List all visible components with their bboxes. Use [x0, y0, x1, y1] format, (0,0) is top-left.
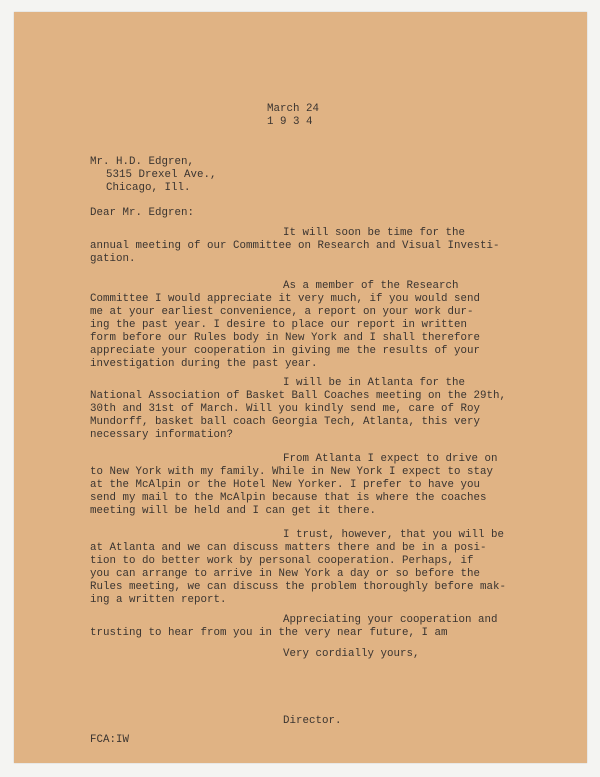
address-line-street: 5315 Drexel Ave.,	[106, 169, 217, 181]
paragraph-5-line: ing a written report.	[90, 594, 227, 606]
address-line-city: Chicago, Ill.	[106, 182, 191, 194]
paragraph-3-line: 30th and 31st of March. Will you kindly send me, care of Roy	[90, 403, 480, 415]
paragraph-4-line: send my mail to the McAlpin because that is where the coaches	[90, 492, 487, 504]
paragraph-1-line: annual meeting of our Committee on Research and Visual Investi-	[90, 240, 500, 252]
paragraph-3-line: necessary information?	[90, 429, 233, 441]
paragraph-4-first-line: From Atlanta I expect to drive on	[283, 453, 498, 465]
paragraph-5-line: you can arrange to arrive in New York a day or so before the	[90, 568, 480, 580]
paragraph-5-line: Rules meeting, we can discuss the problem thoroughly before mak-	[90, 581, 506, 593]
paragraph-3-line: National Association of Basket Ball Coaches meeting on the 29th,	[90, 390, 506, 402]
paragraph-5-first-line: I trust, however, that you will be	[283, 529, 504, 541]
paragraph-2-line: Committee I would appreciate it very much, if you would send	[90, 293, 480, 305]
letter-page	[14, 12, 587, 763]
paragraph-2-line: investigation during the past year.	[90, 358, 318, 370]
paragraph-2-line: ing the past year. I desire to place our report in written	[90, 319, 467, 331]
typist-initials: FCA:IW	[90, 734, 129, 746]
paragraph-5-line: at Atlanta and we can discuss matters there and be in a posi-	[90, 542, 487, 554]
paragraph-4-line: to New York with my family. While in New York I expect to stay	[90, 466, 493, 478]
paragraph-2-line: form before our Rules body in New York and I shall therefore	[90, 332, 480, 344]
paragraph-1-first-line: It will soon be time for the	[283, 227, 465, 239]
date-year: 1 9 3 4	[267, 116, 313, 128]
paragraph-2-line: me at your earliest convenience, a report on your work dur-	[90, 306, 474, 318]
salutation: Dear Mr. Edgren:	[90, 207, 194, 219]
paragraph-4-line: at the McAlpin or the Hotel New Yorker. I prefer to have you	[90, 479, 480, 491]
paragraph-3-first-line: I will be in Atlanta for the	[283, 377, 465, 389]
signature-title: Director.	[283, 715, 342, 727]
paragraph-6-line: trusting to hear from you in the very near future, I am	[90, 627, 448, 639]
paragraph-3-line: Mundorff, basket ball coach Georgia Tech, Atlanta, this very	[90, 416, 480, 428]
closing: Very cordially yours,	[283, 648, 420, 660]
address-line-name: Mr. H.D. Edgren,	[90, 156, 194, 168]
date-line: March 24	[267, 103, 319, 115]
paragraph-1-line: gation.	[90, 253, 136, 265]
paragraph-2-line: appreciate your cooperation in giving me the results of your	[90, 345, 480, 357]
paragraph-2-first-line: As a member of the Research	[283, 280, 459, 292]
paragraph-4-line: meeting will be held and I can get it there.	[90, 505, 376, 517]
paragraph-6-first-line: Appreciating your cooperation and	[283, 614, 498, 626]
paragraph-5-line: tion to do better work by personal cooperation. Perhaps, if	[90, 555, 474, 567]
